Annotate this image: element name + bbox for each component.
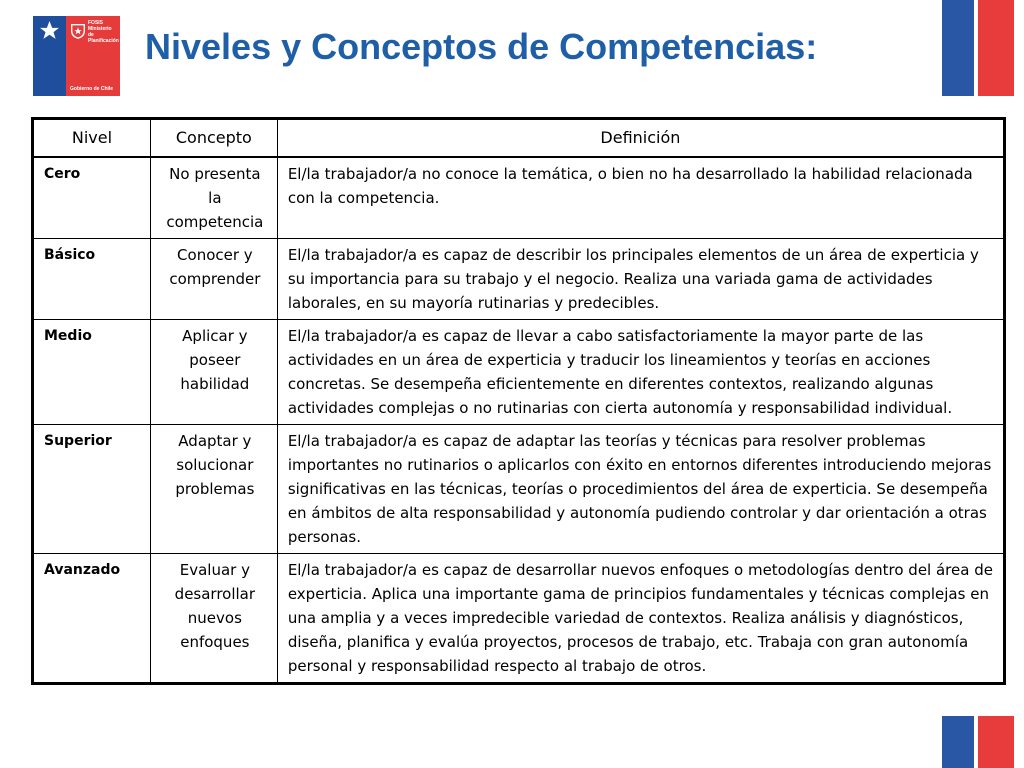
star-icon <box>39 20 60 41</box>
definicion-cell: El/la trabajador/a es capaz de llevar a cabo satisfactoriamente la mayor parte de las actividades en un área de experticia y traducir los lineamientos y teorías en acciones concretas. Se desempeña eficientemente en diferentes contextos, realizando algunas actividades complejas o no rutinarias con cierta autonomía y responsabilidad individual. <box>277 320 1004 425</box>
nivel-cell: Básico <box>33 239 151 320</box>
table-row <box>33 320 1005 425</box>
concepto-cell: Evaluar y desarrollar nuevos enfoques <box>150 554 277 684</box>
definicion-cell: El/la trabajador/a es capaz de describir los principales elementos de un área de experticia y su importancia para su trabajo y el negocio. Realiza una variada gama de actividades laborales, en su mayoría rutinarias y predecibles. <box>277 239 1004 320</box>
logo-blue-panel <box>33 16 66 96</box>
logo-government-text: Gobierno de Chile <box>70 86 114 92</box>
table-row <box>33 239 1005 320</box>
concepto-cell: Adaptar y solucionar problemas <box>150 425 277 554</box>
competency-levels-table <box>31 117 1006 685</box>
definicion-cell: El/la trabajador/a es capaz de adaptar las teorías y técnicas para resolver problemas importantes no rutinarios o aplicarlos con éxito en entornos diferentes introduciendo mejoras significativas en las técnicas, teorías o procedimientos del área de experticia. Se desempeña en ámbitos de alta responsabilidad y autonomía pudiendo controlar y dar orientación a otras personas. <box>277 425 1004 554</box>
flag-red-stripe <box>978 0 1014 96</box>
concepto-cell: Aplicar y poseer habilidad <box>150 320 277 425</box>
header-concepto: Concepto <box>150 119 277 158</box>
flag-blue-stripe <box>942 0 974 96</box>
page-title: Niveles y Conceptos de Competencias: <box>145 26 818 67</box>
nivel-cell: Medio <box>33 320 151 425</box>
flag-decoration-bottom <box>942 716 1014 768</box>
logo-red-panel <box>66 16 120 96</box>
coat-of-arms-icon <box>69 22 87 40</box>
logo-ministry-text: FOSIS Ministerio de Planificación <box>88 20 119 44</box>
flag-blue-stripe <box>942 716 974 768</box>
table-header-row <box>33 119 1005 158</box>
nivel-cell: Superior <box>33 425 151 554</box>
header-nivel: Nivel <box>33 119 151 158</box>
header-definicion: Definición <box>277 119 1004 158</box>
table-row <box>33 425 1005 554</box>
flag-decoration-top <box>942 0 1014 96</box>
definicion-cell: El/la trabajador/a no conoce la temática, o bien no ha desarrollado la habilidad relacionada con la competencia. <box>277 157 1004 239</box>
table-row <box>33 554 1005 684</box>
concepto-cell: Conocer y comprender <box>150 239 277 320</box>
table-row <box>33 157 1005 239</box>
nivel-cell: Avanzado <box>33 554 151 684</box>
concepto-cell: No presenta la competencia <box>150 157 277 239</box>
nivel-cell: Cero <box>33 157 151 239</box>
definicion-cell: El/la trabajador/a es capaz de desarrollar nuevos enfoques o metodologías dentro del área de experticia. Aplica una importante gama de principios fundamentales y técnicas complejas en una amplia y a veces impredecible variedad de contextos. Realiza análisis y diagnósticos, diseña, planifica y evalúa proyectos, procesos de trabajo, etc. Trabaja con gran autonomía personal y responsabilidad respecto al trabajo de otros. <box>277 554 1004 684</box>
gobierno-de-chile-logo <box>33 16 120 96</box>
flag-red-stripe <box>978 716 1014 768</box>
